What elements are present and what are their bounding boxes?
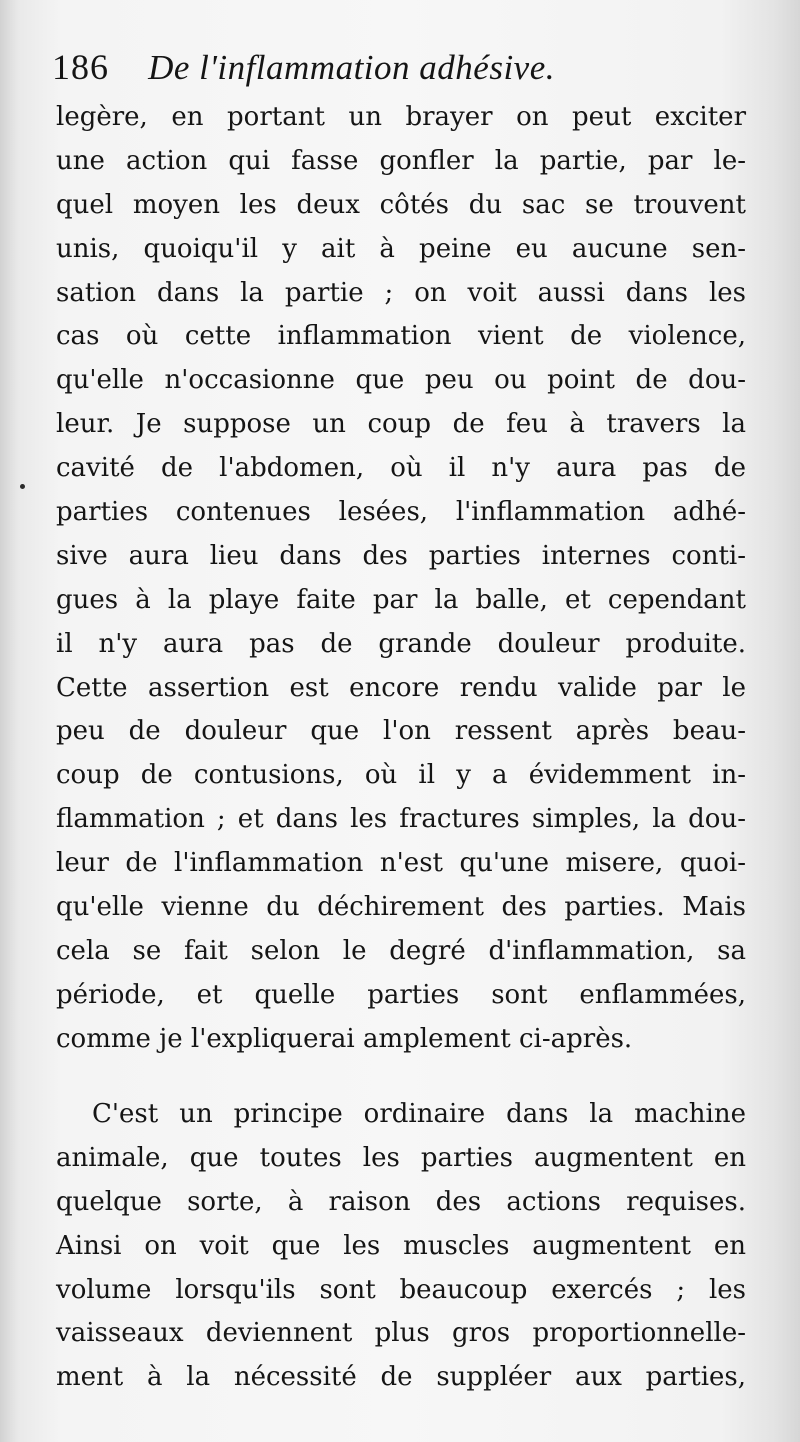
running-title: De l'inflammation adhésive. [148, 48, 555, 87]
text-line: Ainsi on voit que les muscles augmentent en [56, 1230, 746, 1261]
text-line: leur de l'inflammation n'est qu'une misere, quoi- [56, 848, 746, 879]
paragraph-2 [56, 1093, 746, 1400]
text-line: C'est un principe ordinaire dans la machine [92, 1099, 746, 1129]
text-line: quel moyen les deux côtés du sac se trouvent [56, 189, 746, 220]
text-line: gues à la playe faite par la balle, et cependant [56, 584, 746, 615]
text-line: vaisseaux deviennent plus gros proportionnelle- [56, 1318, 746, 1349]
text-line: quelque sorte, à raison des actions requises. [56, 1186, 746, 1217]
text-line: flammation ; et dans les fractures simples, la dou- [56, 804, 746, 835]
text-line: parties contenues lesées, l'inflammation adhé- [56, 497, 746, 528]
ink-speck [20, 484, 25, 489]
text-line: période, et quelle parties sont enflammées, [56, 979, 746, 1010]
text-line: qu'elle vienne du déchirement des parties. Mais [56, 892, 746, 923]
running-head [52, 46, 555, 96]
text-line: leur. Je suppose un coup de feu à travers la [56, 409, 746, 440]
text-line: une action qui fasse gonfler la partie, par le- [56, 145, 746, 176]
text-line: cavité de l'abdomen, où il n'y aura pas de [56, 453, 746, 484]
text-line: peu de douleur que l'on ressent après beau- [56, 716, 746, 747]
text-line: sation dans la partie ; on voit aussi dans les [56, 277, 746, 308]
text-line: ment à la nécessité de suppléer aux parties, [56, 1362, 746, 1393]
text-line: legère, en portant un brayer on peut exciter [56, 102, 746, 132]
text-line: cas où cette inflammation vient de violence, [56, 321, 746, 352]
text-line: animale, que toutes les parties augmentent en [56, 1142, 746, 1173]
text-line: il n'y aura pas de grande douleur produite. [56, 628, 746, 659]
page-number: 186 [52, 47, 109, 87]
text-line: unis, quoiqu'il y ait à peine eu aucune sen- [56, 233, 746, 264]
text-line: sive aura lieu dans des parties internes conti- [56, 540, 746, 571]
text-line: Cette assertion est encore rendu valide par le [56, 672, 746, 703]
text-line: volume lorsqu'ils sont beaucoup exercés ; les [56, 1274, 746, 1305]
text-line: comme je l'expliquerai amplement ci-après. [56, 1023, 633, 1054]
text-line: cela se fait selon le degré d'inflammation, sa [56, 935, 746, 966]
paragraph-1 [56, 96, 746, 1062]
text-line: coup de contusions, où il y a évidemment in- [56, 760, 746, 791]
text-line: qu'elle n'occasionne que peu ou point de dou- [56, 365, 746, 396]
